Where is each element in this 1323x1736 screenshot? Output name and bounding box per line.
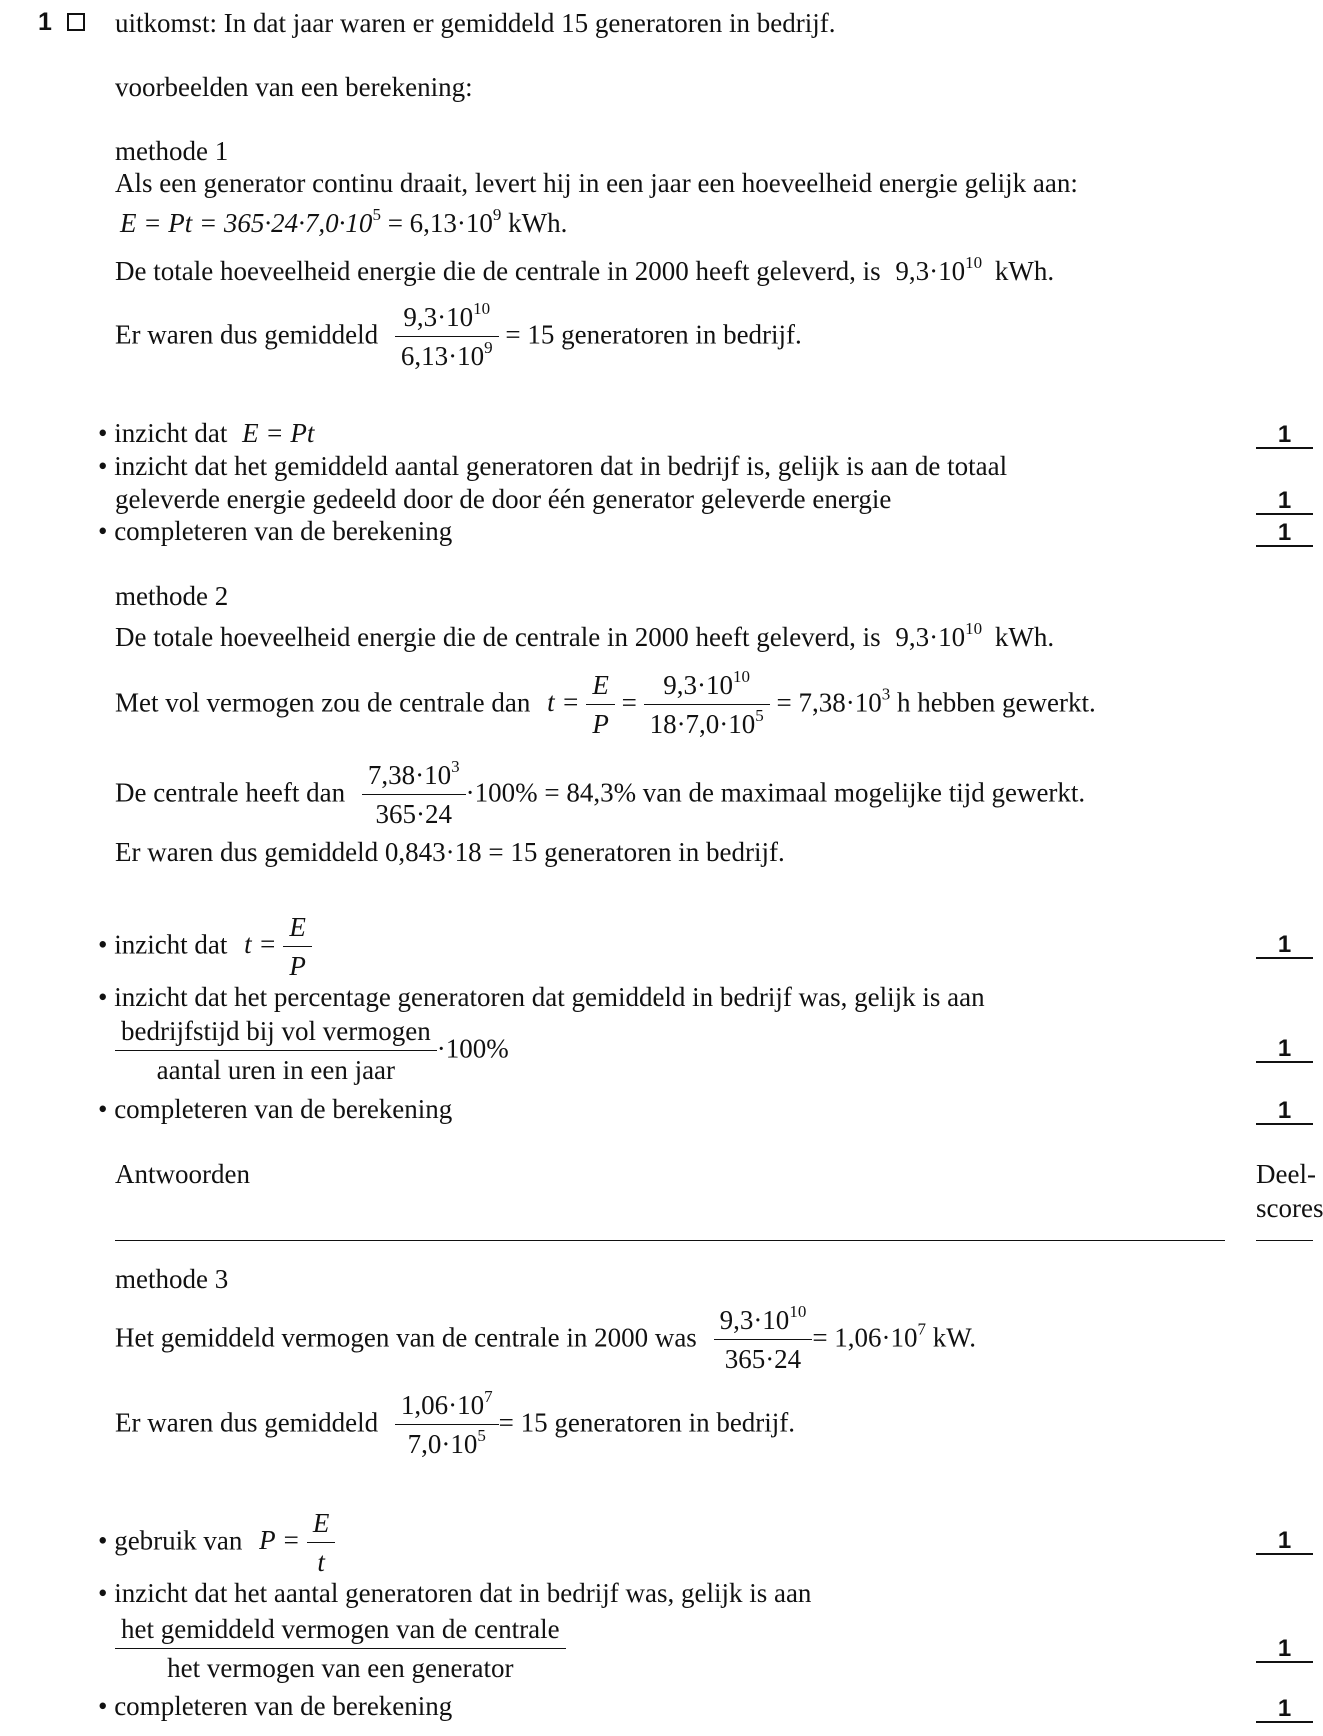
methode3-line2: [115, 1387, 796, 1460]
exponent: 9: [492, 205, 502, 224]
exponent: 5: [755, 706, 764, 726]
fraction-denominator: 365·24: [375, 799, 452, 830]
criterion2-1: [98, 912, 312, 982]
divider: [115, 1240, 1225, 1241]
score-box: 1: [1256, 932, 1313, 959]
score-box: 1: [1256, 1098, 1313, 1125]
criterion-text: • inzicht dat: [98, 418, 228, 448]
score-box: 1: [1256, 1636, 1313, 1663]
score-box: 1: [1256, 1528, 1313, 1555]
exponent: 10: [965, 619, 983, 638]
exponent: 7: [917, 1319, 927, 1339]
value: 9,3·10: [895, 622, 966, 652]
score-box: 1: [1256, 520, 1313, 547]
fraction-denominator: P: [592, 709, 609, 740]
score-box: 1: [1256, 422, 1313, 449]
unit: kWh.: [994, 256, 1055, 286]
question-number: 1: [38, 8, 52, 36]
fraction-E-over-P: [283, 912, 312, 982]
criterion3-3: • completeren van de berekening: [98, 1691, 453, 1721]
fraction-numerator: 9,3·10: [663, 670, 734, 700]
line-pre: De centrale heeft dan: [115, 777, 346, 808]
criterion-text: • gebruik van: [98, 1525, 243, 1556]
score-box: 1: [1256, 1696, 1313, 1723]
checkbox-icon[interactable]: [67, 13, 85, 31]
exponent: 9: [484, 338, 493, 358]
fraction-numerator: 9,3·10: [403, 302, 474, 332]
fraction: [395, 299, 499, 372]
fraction-numerator: E: [307, 1508, 336, 1543]
fraction-denominator: 365·24: [724, 1344, 802, 1375]
methode2-line2: [115, 667, 1096, 740]
criterion3-2: • inzicht dat het aantal generatoren dat in bedrijf was, gelijk is aan: [98, 1578, 812, 1608]
line-text: De totale hoeveelheid energie die de centrale in 2000 heeft geleverd, is: [115, 256, 881, 286]
result: = 7,38·10: [776, 687, 882, 718]
line-pre: Er waren dus gemiddeld: [115, 1407, 379, 1438]
footer-right-label-2: scores: [1256, 1193, 1323, 1223]
fraction-denominator: 7,0·10: [407, 1429, 478, 1460]
fraction-numerator: het gemiddeld vermogen van de centrale: [115, 1614, 566, 1649]
unit: kW.: [926, 1322, 977, 1353]
criterion3-2-fraction: [115, 1614, 566, 1684]
criterion2-2: • inzicht dat het percentage generatoren dat gemiddeld in bedrijf was, gelijk is aan: [98, 982, 985, 1012]
line-post: = 1,06·10: [812, 1322, 918, 1353]
footer-right-label-1: Deel-: [1256, 1159, 1316, 1189]
score-box: 1: [1256, 488, 1313, 515]
fraction: [115, 1614, 566, 1684]
methode2-line4: Er waren dus gemiddeld 0,843·18 = 15 generatoren in bedrijf.: [115, 837, 785, 867]
fraction: [362, 757, 466, 830]
formula-pre: P =: [259, 1525, 301, 1556]
formula-pre: t =: [244, 929, 277, 960]
criterion2-2-fraction: [115, 1016, 509, 1086]
exponent: 7: [484, 1387, 493, 1406]
exponent: 5: [372, 205, 381, 224]
value: 9,3·10: [895, 256, 966, 286]
criterion-text: • inzicht dat: [98, 929, 228, 960]
divider: [1256, 1240, 1313, 1241]
fraction-E-over-P: [586, 670, 615, 740]
methode1-line4: [115, 299, 802, 372]
exponent: 3: [881, 684, 891, 704]
fraction-denominator: P: [289, 951, 306, 982]
methode3-title: methode 3: [115, 1264, 229, 1294]
methode1-title: methode 1: [115, 136, 229, 166]
fraction-post: ·100%: [436, 1033, 509, 1064]
line-pre: Met vol vermogen zou de centrale dan: [115, 687, 531, 718]
exponent: 3: [451, 757, 460, 776]
result-post: h hebben gewerkt.: [890, 687, 1096, 718]
exponent: 10: [473, 299, 491, 318]
exponent: 5: [477, 1426, 486, 1446]
outcome-text: uitkomst: In dat jaar waren er gemiddeld 15 generatoren in bedrijf.: [115, 8, 836, 38]
line-pre: Er waren dus gemiddeld: [115, 319, 379, 350]
methode3-line1: [115, 1302, 977, 1375]
fraction-denominator: t: [317, 1547, 325, 1578]
line-post: = 15 generatoren in bedrijf.: [505, 319, 802, 350]
criterion1-1: [98, 420, 314, 447]
methode1-line1: Als een generator continu draait, levert hij in een jaar een hoeveelheid energie gelijk aan:: [115, 168, 1078, 198]
fraction: [714, 1302, 813, 1375]
criterion3-1: [98, 1508, 335, 1578]
fraction-E-over-t: [307, 1508, 336, 1578]
fraction-numerator: 1,06·10: [400, 1390, 485, 1420]
fraction: [395, 1387, 499, 1460]
methode1-line3: [115, 253, 1055, 286]
fraction-numerator: E: [283, 912, 312, 947]
exponent: 10: [733, 667, 751, 686]
fraction-denominator: aantal uren in een jaar: [156, 1055, 396, 1086]
formula-mid: = 6,13·10: [380, 208, 493, 238]
line-text: De totale hoeveelheid energie die de centrale in 2000 heeft geleverd, is: [115, 622, 881, 652]
methode2-line3: [115, 757, 1086, 830]
fraction-numerator: 7,38·10: [367, 760, 452, 790]
examples-intro: voorbeelden van een berekening:: [115, 72, 473, 102]
footer-left-label: Antwoorden: [115, 1159, 250, 1189]
fraction-denominator: 18·7,0·10: [649, 709, 756, 740]
criterion1-3: • completeren van de berekening: [98, 516, 453, 546]
fraction-denominator: het vermogen van een generator: [167, 1653, 514, 1684]
unit: kWh.: [994, 622, 1055, 652]
formula-unit: kWh.: [501, 208, 568, 238]
score-box: 1: [1256, 1036, 1313, 1063]
criterion1-2: • inzicht dat het gemiddeld aantal generatoren dat in bedrijf is, gelijk is aan de totaal: [98, 451, 1008, 481]
line-pre: Het gemiddeld vermogen van de centrale in 2000 was: [115, 1322, 697, 1353]
exponent: 10: [965, 253, 983, 272]
methode1-formula: [120, 205, 568, 238]
t-equals: t =: [547, 687, 580, 718]
fraction-numerator: bedrijfstijd bij vol vermogen: [115, 1016, 437, 1051]
formula-E-text: E = Pt = 365·24·7,0·10: [120, 208, 373, 238]
fraction: [115, 1016, 437, 1086]
fraction-denominator: 6,13·10: [400, 341, 485, 372]
line-post: = 15 generatoren in bedrijf.: [498, 1407, 796, 1438]
methode2-title: methode 2: [115, 581, 229, 611]
fraction: [644, 667, 770, 740]
criterion1-2-cont: geleverde energie gedeeld door de door één generator geleverde energie: [115, 484, 892, 514]
equals: =: [621, 687, 637, 718]
criterion2-3: • completeren van de berekening: [98, 1094, 453, 1124]
line-post: ·100% = 84,3% van de maximaal mogelijke tijd gewerkt.: [465, 777, 1086, 808]
fraction-numerator: E: [586, 670, 615, 705]
exponent: 10: [789, 1302, 807, 1321]
fraction-numerator: 9,3·10: [719, 1305, 790, 1335]
criterion-formula: E = Pt: [242, 418, 315, 448]
methode2-line1: [115, 619, 1055, 652]
